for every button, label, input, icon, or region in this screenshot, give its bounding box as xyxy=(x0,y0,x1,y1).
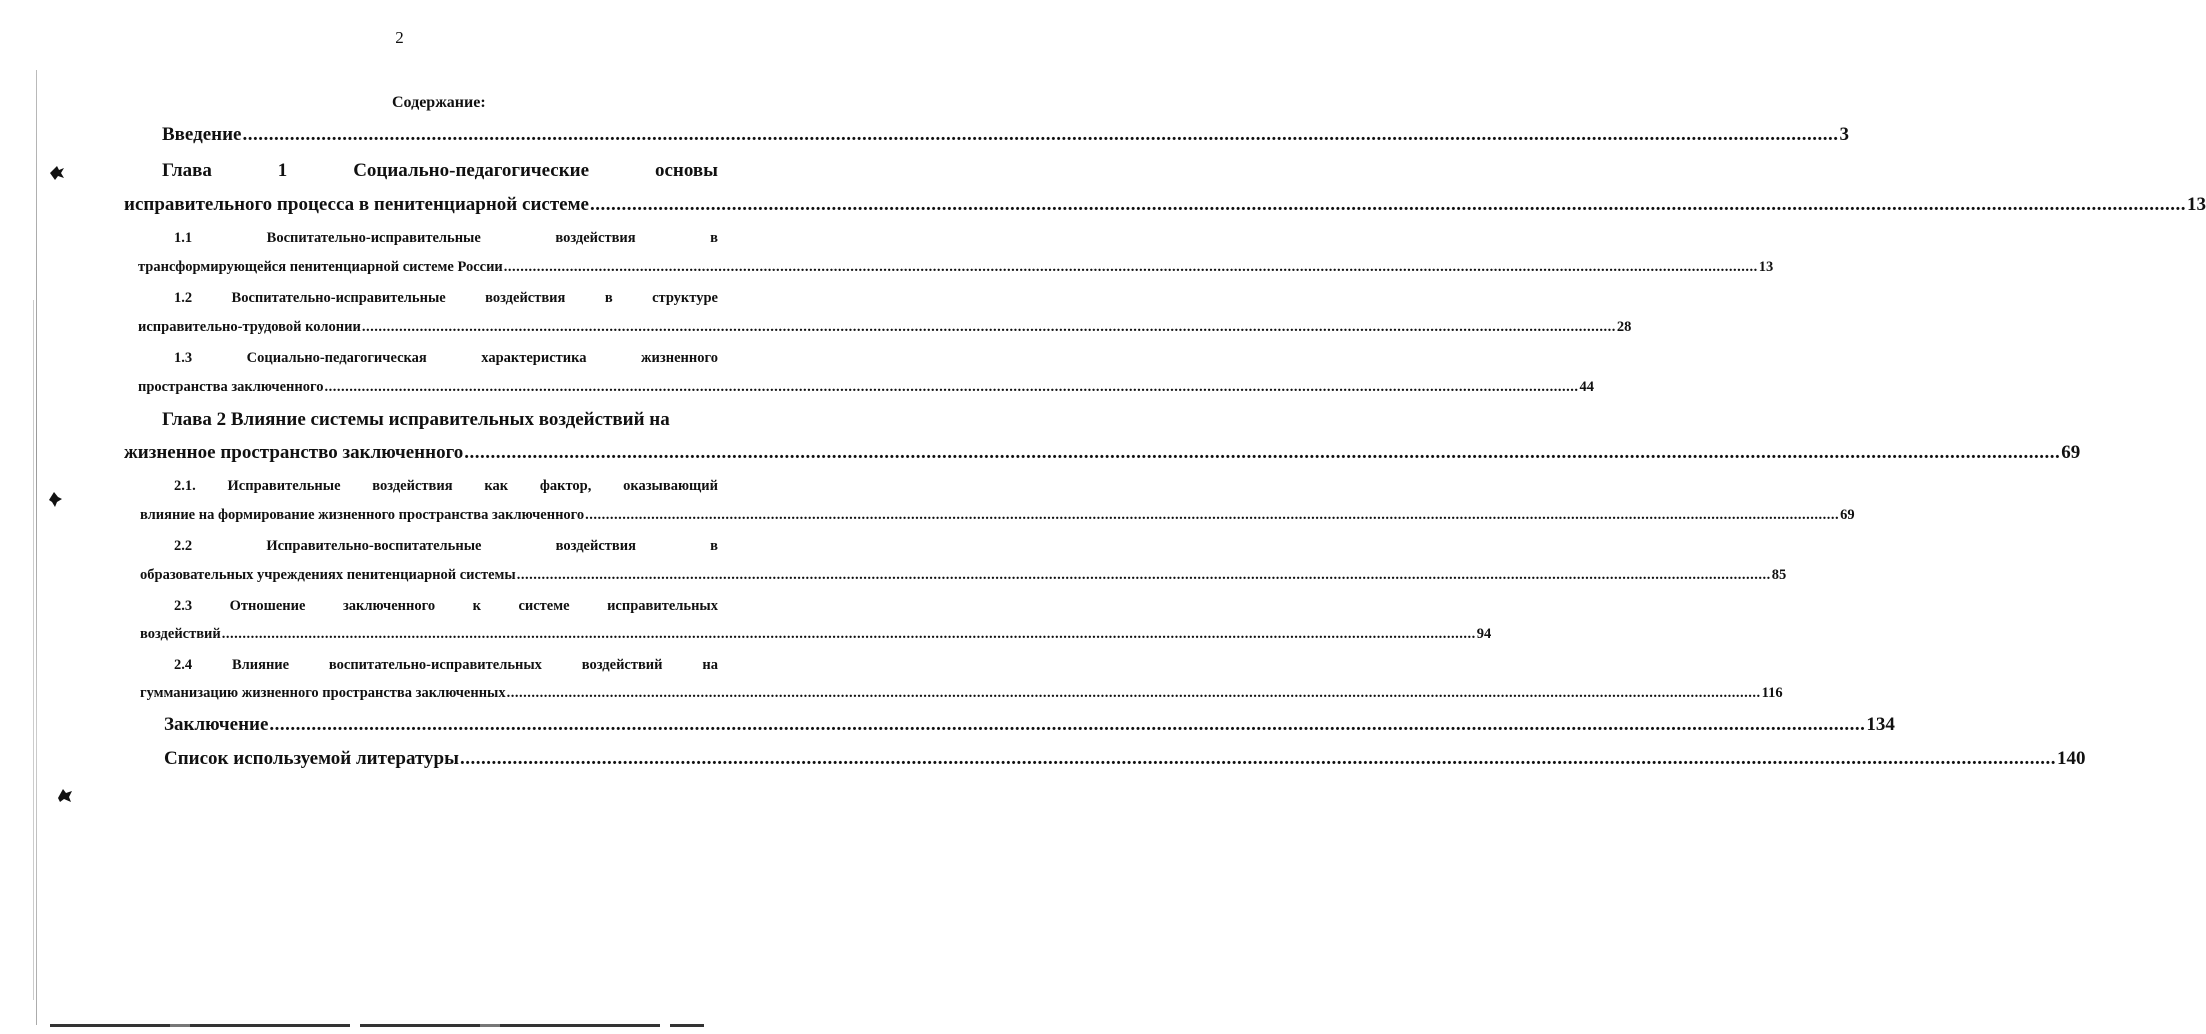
scan-edge-line xyxy=(33,300,34,1000)
scan-edge-line xyxy=(36,70,37,1025)
toc-section-2-4-line1: 2.4 Влияние воспитательно-исправительных воздействий на xyxy=(174,657,718,673)
toc-section-2-2-line1: 2.2 Исправительно-воспитательные воздействия в xyxy=(174,538,718,554)
toc-section-2-2-line2: образовательных учреждениях пенитенциарной системы ................................................................................................................................................................................................................................................................................................................ 85 xyxy=(140,567,1787,583)
toc-section-2-1-line2: влияние на формирование жизненного пространства заключенного ................................................................................................................................................................................................................................................................................................................ 69 xyxy=(140,507,1855,523)
toc-section-1-2-line1: 1.2 Воспитательно-исправительные воздействия в структуре xyxy=(174,290,718,306)
toc-chapter1-line1: Глава 1 Социально-педагогические основы xyxy=(162,160,718,181)
toc-chapter2-line2: жизненное пространство заключенного ................................................................................................................................................................................................................................................................................................................ 69 xyxy=(124,442,2081,463)
toc-section-1-3-line1: 1.3 Социально-педагогическая характеристика жизненного xyxy=(174,350,718,366)
toc-section-1-2-line2: исправительно-трудовой колонии ................................................................................................................................................................................................................................................................................................................ 28 xyxy=(138,319,1632,335)
page-number: 2 xyxy=(395,28,404,47)
toc-section-2-3-line1: 2.3 Отношение заключенного к системе исправительных xyxy=(174,598,718,614)
toc-chapter1-line2: исправительного процесса в пенитенциарной системе ................................................................................................................................................................................................................................................................................................................ 13 xyxy=(124,194,2206,215)
scan-bottom-line xyxy=(50,1024,704,1027)
scan-mark-icon xyxy=(46,490,64,508)
toc-section-2-1-line1: 2.1. Исправительные воздействия как фактор, оказывающий xyxy=(174,478,718,494)
toc-section-2-3-line2: воздействий ................................................................................................................................................................................................................................................................................................................ 94 xyxy=(140,626,1492,642)
toc-section-1-3-line2: пространства заключенного ................................................................................................................................................................................................................................................................................................................ 44 xyxy=(138,379,1594,395)
toc-entry-conclusion: Заключение ................................................................................................................................................................................................................................................................................................................ 134 xyxy=(164,714,1895,735)
toc-entry-bibliography: Список используемой литературы ................................................................................................................................................................................................................................................................................................................ 140 xyxy=(164,748,2086,769)
scan-mark-icon xyxy=(56,786,74,804)
toc-chapter2-line1: Глава 2 Влияние системы исправительных воздействий на xyxy=(162,409,670,430)
toc-section-1-1-line1: 1.1 Воспитательно-исправительные воздействия в xyxy=(174,230,718,246)
scan-mark-icon xyxy=(48,164,66,182)
toc-entry-intro: Введение ................................................................................................................................................................................................................................................................................................................ 3 xyxy=(162,124,1849,145)
toc-section-2-4-line2: гумманизацию жизненного пространства заключенных ................................................................................................................................................................................................................................................................................................................ 116 xyxy=(140,685,1783,701)
toc-section-1-1-line2: трансформирующейся пенитенциарной системе России ................................................................................................................................................................................................................................................................................................................ 13 xyxy=(138,259,1774,275)
toc-title: Содержание: xyxy=(392,94,486,111)
